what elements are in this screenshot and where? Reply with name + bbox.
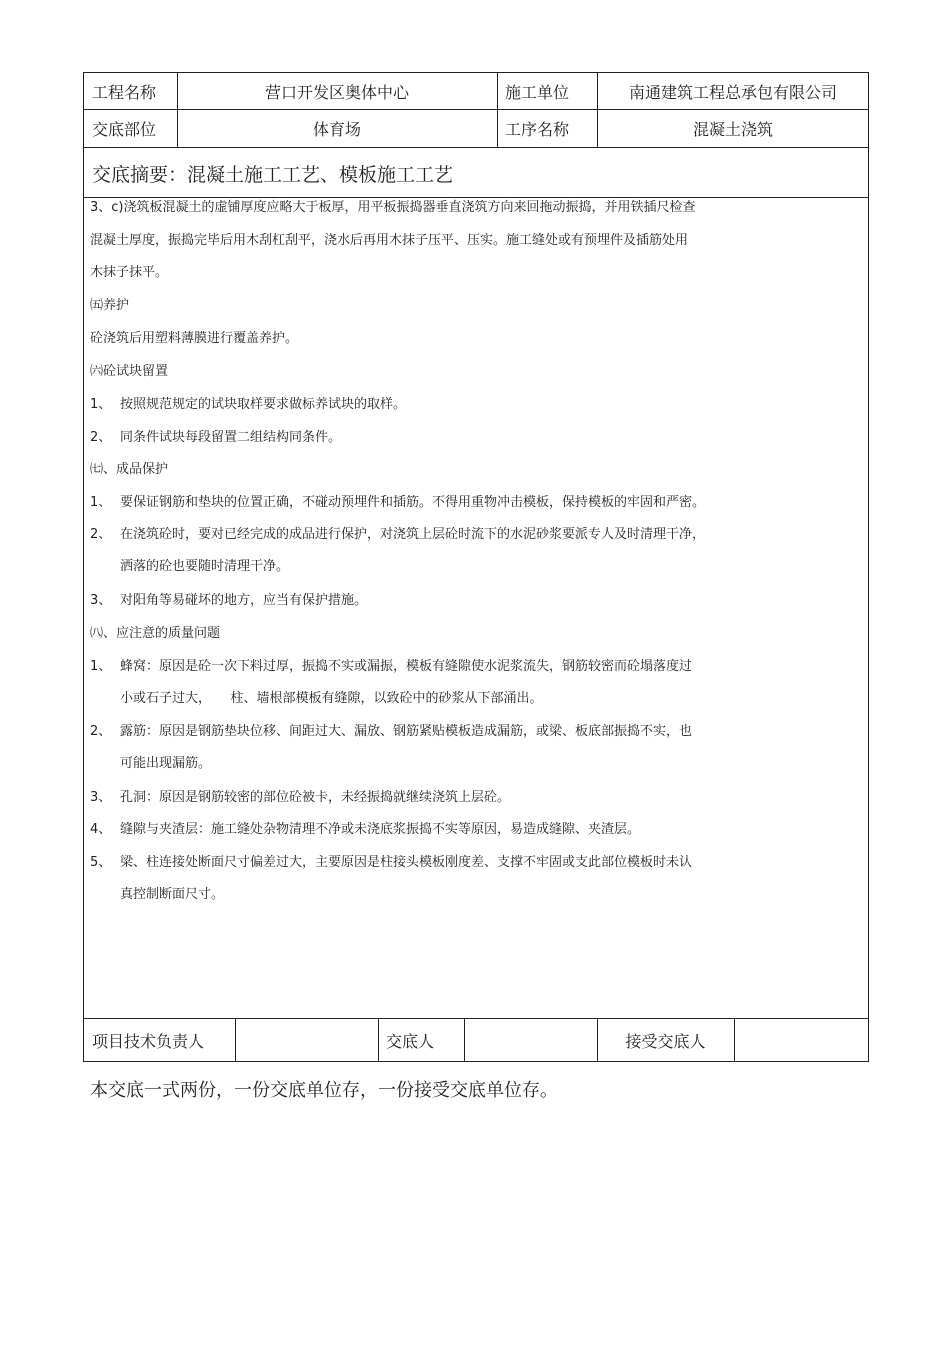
item-text: 同条件试块每段留置二组结构同条件。 [120,430,342,445]
content-line: 混凝土厚度，振捣完毕后用木刮杠刮平，浇水后再用木抹子压平、压实。施工缝处或有预埋件及插筋处用 [90,233,689,248]
row-divider [84,197,868,198]
list-item [90,429,341,447]
presenter-signature-field[interactable] [464,1018,597,1062]
tech-lead-signature-field[interactable] [235,1018,378,1062]
footer-note: 本交底一式两份，一份交底单位存，一份接受交底单位存。 [90,1080,558,1101]
item-number: 3、 [90,593,112,608]
project-name-label: 工程名称 [92,82,157,102]
list-item [90,723,692,741]
section-title-protection: ㈦、成品保护 [90,462,169,477]
project-name-value: 营口开发区奥体中心 [264,82,409,102]
item-number: 2、 [90,724,112,739]
item-text: 在浇筑砼时，要对已经完成的成品进行保护，对浇筑上层砼时流下的水泥砂浆要派专人及时清理干净， [120,527,706,542]
row-divider [84,147,868,148]
list-item-continuation: 可能出现漏筋。 [120,756,212,771]
list-item [90,854,692,872]
item-text: 梁、柱连接处断面尺寸偏差过大，主要原因是柱接头模板刚度差、支撑不牢固或支此部位模板时未认 [120,855,693,870]
part-value: 体育场 [312,119,361,139]
list-item-continuation: 小或石子过大， 柱、墙根部模板有缝隙，以致砼中的砂浆从下部涌出。 [120,691,543,706]
item-number: 1、 [90,397,112,412]
list-item [90,396,406,414]
item-number: 1、 [90,495,112,510]
list-item [90,526,705,544]
item-number: 2、 [90,430,112,445]
receiver-signature-field[interactable] [734,1018,869,1062]
item-text: 按照规范规定的试块取样要求做标养试块的取样。 [120,397,407,412]
item-text: 露筋：原因是钢筋垫块位移、间距过大、漏放、钢筋紧贴模板造成漏筋，或梁、板底部振捣不实，也 [120,724,693,739]
list-item [90,494,705,512]
process-label: 工序名称 [505,119,570,139]
section-title-test-block: ㈥砼试块留置 [90,364,169,379]
item-number: 5、 [90,855,112,870]
list-item [90,658,692,676]
item-text: 孔洞：原因是钢筋较密的部位砼被卡，未经振捣就继续浇筑上层砼。 [120,790,511,805]
list-item-continuation: 真控制断面尺寸。 [120,887,225,902]
item-text: 对阳角等易碰坏的地方，应当有保护措施。 [120,593,368,608]
item-number: 4、 [90,822,112,837]
section-title-curing: ㈤养护 [90,298,130,313]
process-value: 混凝土浇筑 [692,119,773,139]
presenter-label: 交底人 [386,1031,435,1051]
content-line: 3、c)浇筑板混凝土的虚铺厚度应略大于板厚，用平板振捣器垂直浇筑方向来回拖动振捣，并用铁插尺检查 [90,200,696,215]
content-line: 砼浇筑后用塑料薄膜进行覆盖养护。 [90,331,299,346]
item-number: 2、 [90,527,112,542]
item-text: 蜂窝：原因是砼一次下料过厚，振捣不实或漏振，模板有缝隙使水泥浆流失，钢筋较密而砼塌落度过 [120,659,693,674]
disclosure-form [83,72,869,1062]
item-number: 1、 [90,659,112,674]
contractor-label: 施工单位 [505,82,570,102]
part-label: 交底部位 [92,119,157,139]
tech-lead-label: 项目技术负责人 [92,1031,205,1051]
content-line: 木抹子抹平。 [90,265,169,280]
item-text: 要保证钢筋和垫块的位置正确，不碰动预埋件和插筋。不得用重物冲击模板，保持模板的牢固和严密。 [120,495,706,510]
list-item [90,789,510,807]
item-number: 3、 [90,790,112,805]
section-title-quality: ㈧、应注意的质量问题 [90,626,221,641]
disclosure-summary: 交底摘要：混凝土施工工艺、模板施工工艺 [92,163,454,186]
list-item [90,592,367,610]
list-item [90,821,640,839]
contractor-value: 南通建筑工程总承包有限公司 [628,82,837,102]
list-item-continuation: 洒落的砼也要随时清理干净。 [120,559,290,574]
receiver-label: 接受交底人 [625,1031,706,1051]
item-text: 缝隙与夹渣层：施工缝处杂物清理不净或未浇底浆振捣不实等原因，易造成缝隙、夹渣层。 [120,822,641,837]
